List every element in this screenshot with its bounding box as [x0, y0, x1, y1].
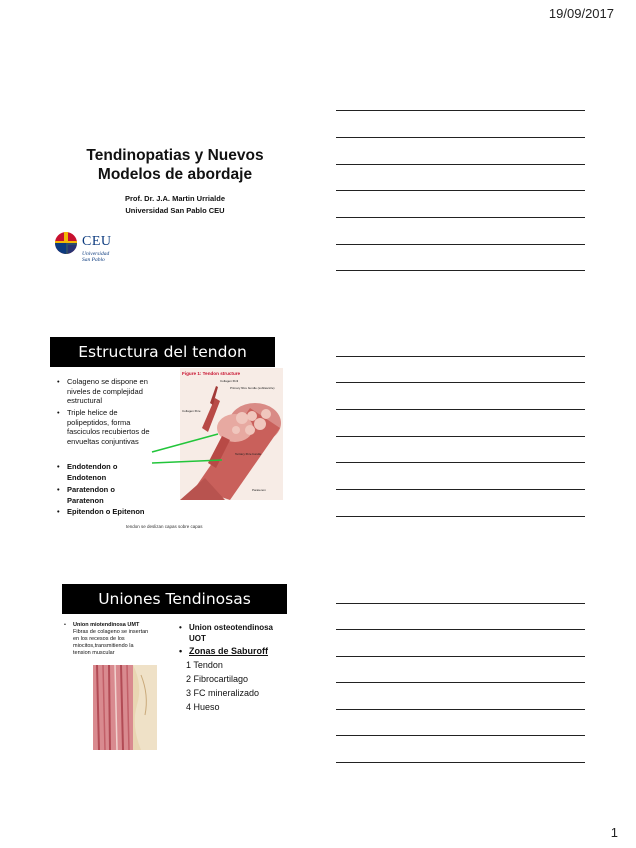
saburoff-title: Zonas de Saburoff — [189, 646, 269, 656]
note-line — [336, 656, 585, 657]
note-line — [336, 217, 585, 218]
uot-line: UOT — [189, 634, 206, 643]
note-line — [336, 762, 585, 763]
myotendinous-micrograph — [93, 665, 157, 750]
zone-item: 4 Hueso — [186, 702, 220, 712]
figure-title: Figure 1: Tendon structure — [182, 371, 241, 376]
bullet-item: • Triple helice de polipeptidos, forma fasciculos recubiertos de envueltas conjuntivas — [67, 408, 175, 446]
bullet-line: Epitendon o Epitenon — [67, 507, 145, 516]
pointer-lines — [140, 430, 240, 470]
slide2-title: Estructura del tendon — [78, 343, 247, 361]
author-university: Universidad San Pablo CEU — [125, 206, 225, 215]
note-line — [336, 682, 585, 683]
note-line — [336, 382, 585, 383]
umt-item: • Union miotendinosa UMT Fibras de colageno se insertan en los recesos de los miocitos,transmitiendo la tension muscular — [73, 622, 168, 657]
bullet-line: Paratendon o — [67, 485, 115, 494]
bullet-line: envueltas conjuntivas — [67, 436, 139, 446]
slide1-title — [60, 146, 290, 184]
logo-sub-2: San Pablo — [82, 257, 105, 263]
logo-subtitle — [82, 251, 109, 263]
slide3-title-bar — [62, 584, 287, 614]
note-line — [336, 110, 585, 111]
zone-item: 3 FC mineralizado — [186, 688, 260, 698]
umt-line: tension muscular — [73, 650, 115, 656]
slide3-title: Uniones Tendinosas — [98, 590, 251, 608]
bullet-item: • Endotendon o Endotenon — [67, 461, 175, 483]
bullet-line: polipeptidos, forma — [67, 417, 131, 427]
bullet-item: • Paratendon o Paratenon — [67, 484, 175, 506]
note-line — [336, 603, 585, 604]
bullet-line: Triple helice de — [67, 408, 118, 417]
slide2-title-bar — [50, 337, 275, 367]
page-number: 1 — [610, 825, 618, 840]
bullet-line: niveles de complejidad — [67, 386, 143, 396]
logo-text: CEU — [82, 234, 112, 249]
label-primary-bundle: Primary fibre bundle (subfascicle) — [230, 386, 275, 390]
label-collagen-fibril: Collagen fibril — [220, 379, 239, 383]
note-line — [336, 462, 585, 463]
note-line — [336, 137, 585, 138]
zone-item: 1 Tendon — [186, 660, 223, 670]
uot-item: • Union osteotendinosa UOT — [189, 622, 299, 644]
bullet-line: Colageno se dispone en — [67, 377, 148, 386]
title-line-2: Modelos de abordaje — [97, 166, 253, 183]
note-line — [336, 164, 585, 165]
label-paratenon: Paratenon — [252, 488, 266, 492]
zone-item: 2 Fibrocartilago — [186, 674, 249, 684]
bullet-item: • Epitendon o Epitenon — [67, 507, 175, 517]
date-header: 19/09/2017 — [548, 6, 614, 21]
umt-line: en los recesos de los — [73, 636, 125, 642]
note-line — [336, 244, 585, 245]
author-name: Prof. Dr. J.A. Martin Urrialde — [124, 194, 226, 203]
bullet-line: estructural — [67, 396, 103, 405]
bullet-line: Endotendon o — [67, 462, 118, 471]
slide1-author — [60, 193, 290, 217]
logo-sub-1: Universidad — [82, 251, 110, 257]
note-line — [336, 735, 585, 736]
umt-line: Fibras de colageno se insertan — [73, 629, 149, 635]
figure-caption: tendon se deslizan capas sobre capas — [126, 524, 203, 529]
note-line — [336, 516, 585, 517]
note-line — [336, 436, 585, 437]
note-line — [336, 489, 585, 490]
bullet-line: Paratenon — [67, 496, 104, 505]
umt-title: Union miotendinosa UMT — [73, 622, 140, 628]
label-collagen-fibre: Collagen fibre — [182, 409, 201, 413]
bullet-line: fasciculos recubiertos de — [67, 427, 150, 436]
note-line — [336, 270, 585, 271]
title-line-1: Tendinopatias y Nuevos — [86, 147, 264, 164]
note-line — [336, 629, 585, 630]
note-line — [336, 190, 585, 191]
saburoff-item: • Zonas de Saburoff — [189, 646, 299, 657]
bullet-line: Endotenon — [67, 473, 107, 482]
uot-line: Union osteotendinosa — [189, 623, 273, 632]
bullet-item: • Colageno se dispone en niveles de complejidad estructural — [67, 377, 175, 406]
umt-line: miocitos,transmitiendo la — [73, 643, 134, 649]
label-tertiary-bundle: Tertiary fibre bundle — [235, 452, 262, 456]
note-line — [336, 356, 585, 357]
note-line — [336, 709, 585, 710]
note-line — [336, 409, 585, 410]
